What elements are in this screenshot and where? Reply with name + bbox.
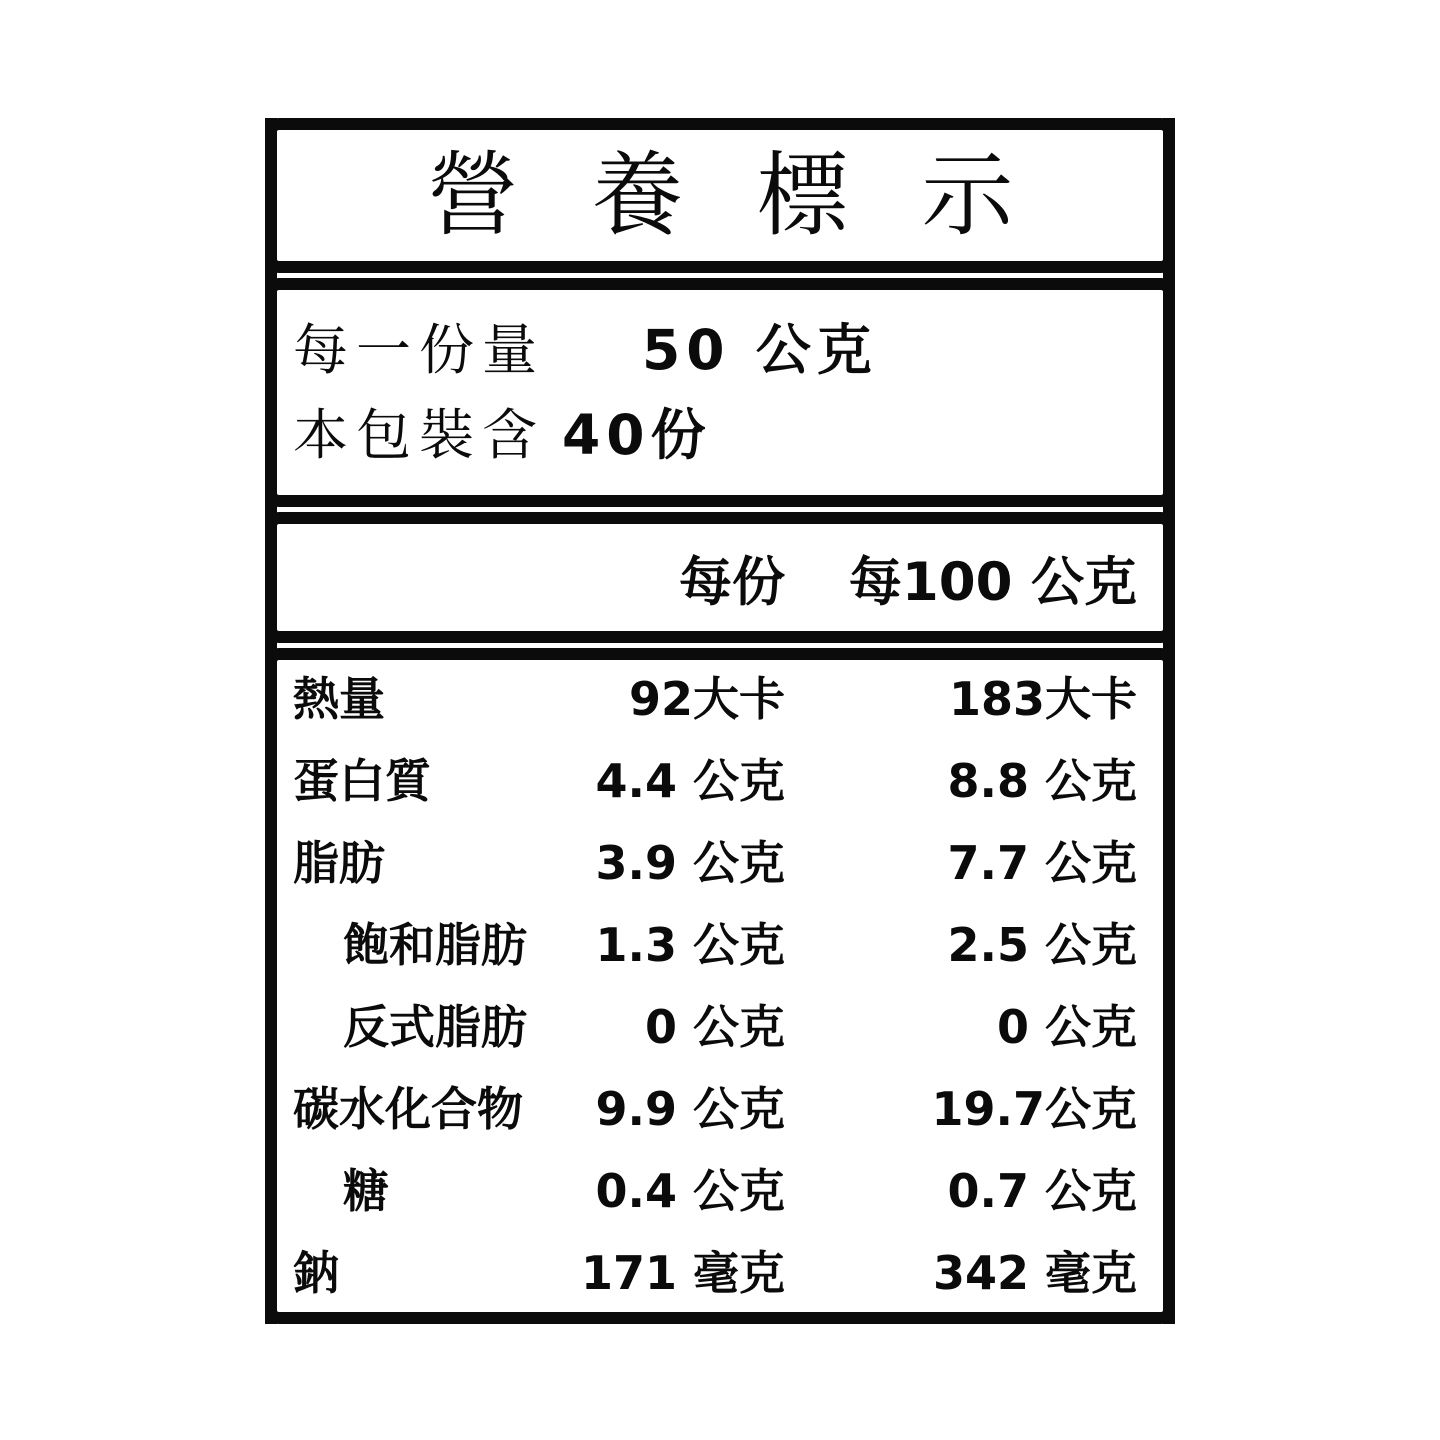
serving-size-label: 每一份量 bbox=[293, 318, 546, 382]
nutrient-label: 反式脂肪 bbox=[343, 1000, 527, 1054]
per-serving-value: 92大卡 bbox=[628, 672, 785, 726]
nutrient-label: 脂肪 bbox=[293, 836, 385, 890]
table-row-fat bbox=[277, 833, 1163, 893]
table-row-trans-fat bbox=[277, 997, 1163, 1057]
per-serving-value: 171 毫克 bbox=[580, 1246, 785, 1300]
per-serving-value: 9.9 公克 bbox=[595, 1082, 785, 1136]
nutrition-label bbox=[265, 118, 1175, 1324]
per-100g-value: 19.7公克 bbox=[931, 1082, 1137, 1136]
column-header-row bbox=[277, 524, 1163, 631]
table-row-calories bbox=[277, 669, 1163, 729]
nutrition-table-section bbox=[265, 648, 1175, 1324]
title-section bbox=[265, 118, 1175, 273]
per-100g-column-header: 每100 公克 bbox=[848, 551, 1137, 613]
nutrient-label: 蛋白質 bbox=[293, 754, 431, 808]
servings-per-package-label: 本包裝含 bbox=[293, 402, 546, 467]
per-100g-value: 0 公克 bbox=[996, 1000, 1137, 1054]
serving-size-row bbox=[293, 320, 1147, 381]
per-100g-value: 0.7 公克 bbox=[947, 1164, 1137, 1218]
per-100g-value: 8.8 公克 bbox=[947, 754, 1137, 808]
servings-per-package-row bbox=[293, 402, 1147, 467]
per-serving-value: 0 公克 bbox=[644, 1000, 785, 1054]
table-row-sugar bbox=[277, 1161, 1163, 1221]
per-serving-value: 4.4 公克 bbox=[595, 754, 785, 808]
label-title: 營養標示 bbox=[426, 141, 1087, 249]
per-serving-column-header: 每份 bbox=[679, 551, 785, 613]
nutrient-label: 鈉 bbox=[293, 1246, 339, 1300]
per-100g-value: 183大卡 bbox=[948, 672, 1137, 726]
serving-size-value: 50 公克 bbox=[642, 318, 878, 382]
column-header-section bbox=[265, 512, 1175, 643]
per-serving-value: 1.3 公克 bbox=[595, 918, 785, 972]
per-100g-value: 342 毫克 bbox=[932, 1246, 1137, 1300]
nutrient-label: 熱量 bbox=[293, 672, 385, 726]
nutrient-label: 糖 bbox=[343, 1164, 389, 1218]
table-row-carbohydrate bbox=[277, 1079, 1163, 1139]
nutrient-label: 碳水化合物 bbox=[293, 1082, 523, 1136]
per-serving-value: 3.9 公克 bbox=[595, 836, 785, 890]
per-serving-value: 0.4 公克 bbox=[595, 1164, 785, 1218]
table-row-saturated-fat bbox=[277, 915, 1163, 975]
serving-section bbox=[265, 278, 1175, 507]
servings-per-package-value: 40份 bbox=[562, 402, 712, 467]
nutrient-label: 飽和脂肪 bbox=[343, 918, 527, 972]
per-100g-value: 7.7 公克 bbox=[947, 836, 1137, 890]
per-100g-value: 2.5 公克 bbox=[947, 918, 1137, 972]
table-row-sodium bbox=[277, 1243, 1163, 1303]
table-row-protein bbox=[277, 751, 1163, 811]
